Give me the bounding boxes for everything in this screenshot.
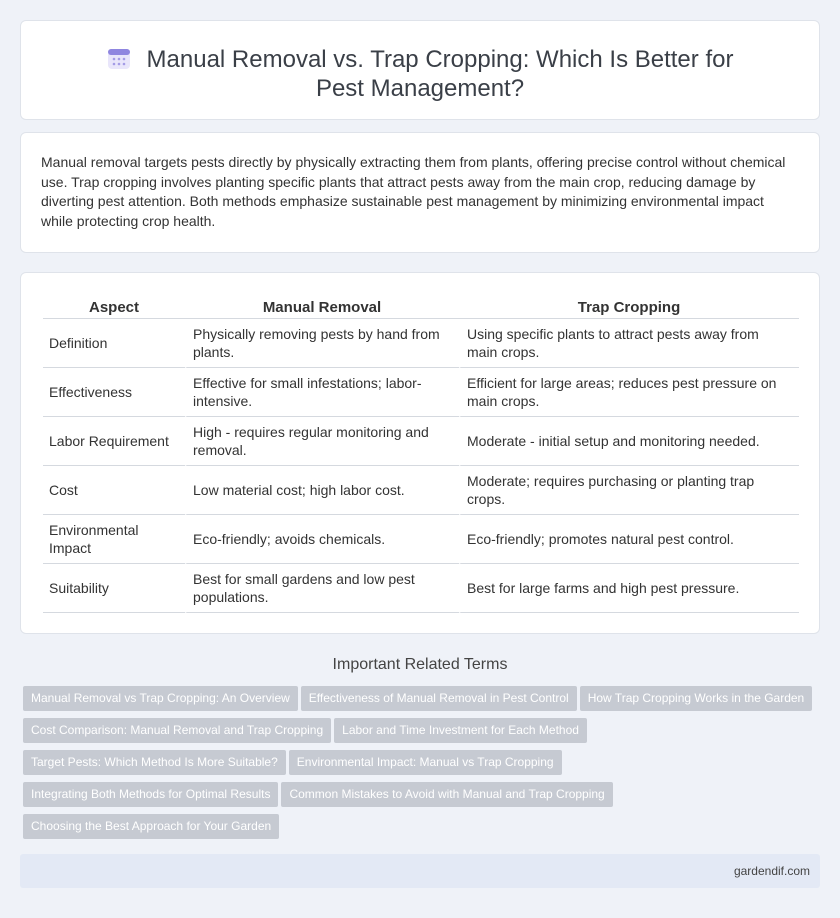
- table-cell-trap: Eco-friendly; promotes natural pest control.: [459, 515, 799, 564]
- table-cell-manual: Physically removing pests by hand from plants.: [185, 319, 459, 368]
- related-term-tag[interactable]: Target Pests: Which Method Is More Suitable?: [23, 750, 286, 775]
- page-title-text: Manual Removal vs. Trap Cropping: Which Is Better for Pest Management?: [146, 46, 734, 102]
- related-term-tag[interactable]: How Trap Cropping Works in the Garden: [580, 686, 813, 711]
- related-term-tag[interactable]: Effectiveness of Manual Removal in Pest Control: [301, 686, 577, 711]
- table-row: [43, 466, 799, 515]
- table-cell-trap: Efficient for large areas; reduces pest pressure on main crops.: [459, 368, 799, 417]
- table-cell-aspect: Effectiveness: [43, 368, 185, 417]
- related-terms-heading: Important Related Terms: [332, 656, 508, 673]
- table-cell-trap: Moderate - initial setup and monitoring needed.: [459, 417, 799, 466]
- table-cell-manual: High - requires regular monitoring and removal.: [185, 417, 459, 466]
- table-row: [43, 417, 799, 466]
- intro-paragraph: Manual removal targets pests directly by physically extracting them from plants, offering precise control without chemical use. Trap cropping involves planting specific plants that attract pests away from the main crop, reducing damage by diverting pest attention. Both methods emphasize sustainable pest management by minimizing environmental impact while protecting crop health.: [41, 154, 786, 229]
- related-term-tag[interactable]: Integrating Both Methods for Optimal Results: [23, 782, 278, 807]
- related-term-tag[interactable]: Manual Removal vs Trap Cropping: An Overview: [23, 686, 298, 711]
- table-cell-manual: Low material cost; high labor cost.: [185, 466, 459, 515]
- header-trap-cropping: Trap Cropping: [459, 293, 799, 319]
- table-row: [43, 319, 799, 368]
- header-manual-removal: Manual Removal: [185, 293, 459, 319]
- related-term-tag[interactable]: Choosing the Best Approach for Your Garden: [23, 814, 279, 839]
- related-terms-list: [23, 686, 823, 846]
- footer-site-link[interactable]: gardendif.com: [733, 864, 810, 878]
- table-cell-aspect: Environmental Impact: [43, 515, 185, 564]
- table-cell-aspect: Suitability: [43, 564, 185, 613]
- table-cell-manual: Best for small gardens and low pest populations.: [185, 564, 459, 613]
- table-cell-aspect: Definition: [43, 319, 185, 368]
- table-cell-aspect: Cost: [43, 466, 185, 515]
- table-cell-trap: Best for large farms and high pest pressure.: [459, 564, 799, 613]
- table-cell-manual: Effective for small infestations; labor-intensive.: [185, 368, 459, 417]
- table-header-row: [43, 293, 799, 319]
- related-term-tag[interactable]: Common Mistakes to Avoid with Manual and Trap Cropping: [281, 782, 612, 807]
- related-term-tag[interactable]: Environmental Impact: Manual vs Trap Cropping: [289, 750, 562, 775]
- table-cell-trap: Moderate; requires purchasing or planting trap crops.: [459, 466, 799, 515]
- table-cell-manual: Eco-friendly; avoids chemicals.: [185, 515, 459, 564]
- page-title: [21, 45, 819, 103]
- table-cell-trap: Using specific plants to attract pests away from main crops.: [459, 319, 799, 368]
- comparison-card: [20, 272, 820, 634]
- title-card: [20, 20, 820, 120]
- table-row: [43, 368, 799, 417]
- table-row: [43, 564, 799, 613]
- intro-card: [20, 132, 820, 253]
- comparison-table: [43, 293, 799, 613]
- related-term-tag[interactable]: Labor and Time Investment for Each Method: [334, 718, 587, 743]
- table-cell-aspect: Labor Requirement: [43, 417, 185, 466]
- header-aspect: Aspect: [43, 293, 185, 319]
- table-row: [43, 515, 799, 564]
- calendar-icon: [107, 46, 131, 70]
- footer: [20, 854, 820, 888]
- related-term-tag[interactable]: Cost Comparison: Manual Removal and Trap Cropping: [23, 718, 331, 743]
